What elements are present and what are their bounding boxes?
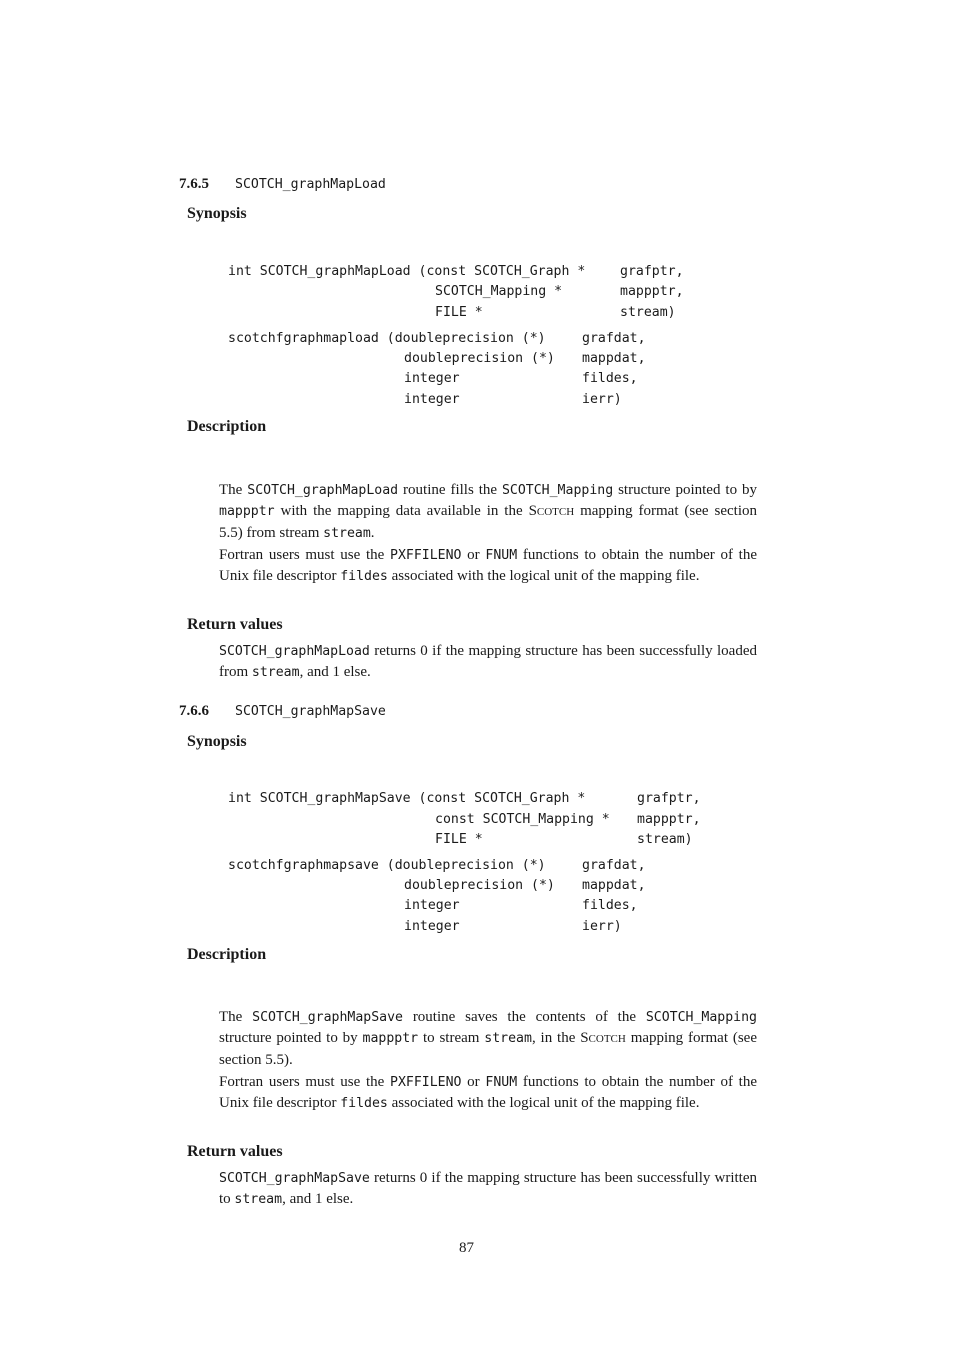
f-sig-param: fildes, bbox=[582, 898, 638, 913]
f-sig-param: ierr) bbox=[582, 919, 622, 934]
return-values-paragraph: SCOTCH_graphMapSave returns 0 if the mapping structure has been successfully written to stream, and 1 else. bbox=[219, 1170, 757, 1208]
section-title: SCOTCH_graphMapSave bbox=[235, 704, 386, 719]
return-values-heading: Return values bbox=[187, 1143, 283, 1160]
c-sig-param: stream) bbox=[637, 832, 693, 847]
c-sig-line: FILE * bbox=[435, 832, 483, 847]
f-sig-line: integer bbox=[404, 898, 460, 913]
return-values-heading: Return values bbox=[187, 616, 283, 633]
f-sig-line: scotchfgraphmapsave (doubleprecision (*) bbox=[228, 858, 546, 873]
c-sig-line: int SCOTCH_graphMapLoad (const SCOTCH_Graph * bbox=[228, 264, 586, 279]
description-paragraph: Fortran users must use the PXFFILENO or FNUM functions to obtain the number of the Unix file descriptor fildes associated with the logical unit of the mapping file. bbox=[219, 1074, 758, 1112]
c-sig-line: const SCOTCH_Mapping * bbox=[435, 812, 610, 827]
f-sig-param: fildes, bbox=[582, 371, 638, 386]
c-sig-param: grafptr, bbox=[620, 264, 684, 279]
f-sig-line: scotchfgraphmapload (doubleprecision (*) bbox=[228, 331, 546, 346]
description-paragraph: The SCOTCH_graphMapLoad routine fills the SCOTCH_Mapping structure pointed to by mappptr with the mapping data available in the Scotch mapping format (see section 5.5) from stream stream. bbox=[219, 482, 757, 541]
f-sig-param: mappdat, bbox=[582, 878, 646, 893]
c-sig-line: SCOTCH_Mapping * bbox=[435, 284, 563, 299]
description-heading: Description bbox=[187, 418, 267, 435]
f-sig-param: ierr) bbox=[582, 392, 622, 407]
f-sig-param: grafdat, bbox=[582, 858, 646, 873]
f-sig-line: doubleprecision (*) bbox=[404, 878, 555, 893]
return-values-paragraph: SCOTCH_graphMapLoad returns 0 if the mapping structure has been successfully loaded from stream, and 1 else. bbox=[219, 643, 757, 681]
f-sig-param: mappdat, bbox=[582, 351, 646, 366]
page-number: 87 bbox=[459, 1240, 474, 1256]
section-title: SCOTCH_graphMapLoad bbox=[235, 177, 386, 192]
synopsis-heading: Synopsis bbox=[187, 733, 247, 750]
description-paragraph: The SCOTCH_graphMapSave routine saves the contents of the SCOTCH_Mapping structure pointed to by mappptr to stream stream, in the Scotch mapping format (see section 5.5). bbox=[219, 1009, 758, 1068]
c-sig-param: stream) bbox=[620, 305, 676, 320]
description-heading: Description bbox=[187, 946, 267, 963]
c-sig-param: mappptr, bbox=[637, 812, 701, 827]
synopsis-heading: Synopsis bbox=[187, 205, 247, 222]
c-sig-param: mappptr, bbox=[620, 284, 684, 299]
f-sig-line: doubleprecision (*) bbox=[404, 351, 555, 366]
f-sig-line: integer bbox=[404, 392, 460, 407]
f-sig-line: integer bbox=[404, 919, 460, 934]
section-number: 7.6.6 bbox=[179, 703, 209, 719]
c-sig-line: FILE * bbox=[435, 305, 483, 320]
f-sig-param: grafdat, bbox=[582, 331, 646, 346]
c-sig-param: grafptr, bbox=[637, 791, 701, 806]
f-sig-line: integer bbox=[404, 371, 460, 386]
c-sig-line: int SCOTCH_graphMapSave (const SCOTCH_Graph * bbox=[228, 791, 586, 806]
section-number: 7.6.5 bbox=[179, 176, 209, 192]
description-paragraph: Fortran users must use the PXFFILENO or FNUM functions to obtain the number of the Unix file descriptor fildes associated with the logical unit of the mapping file. bbox=[219, 547, 758, 585]
